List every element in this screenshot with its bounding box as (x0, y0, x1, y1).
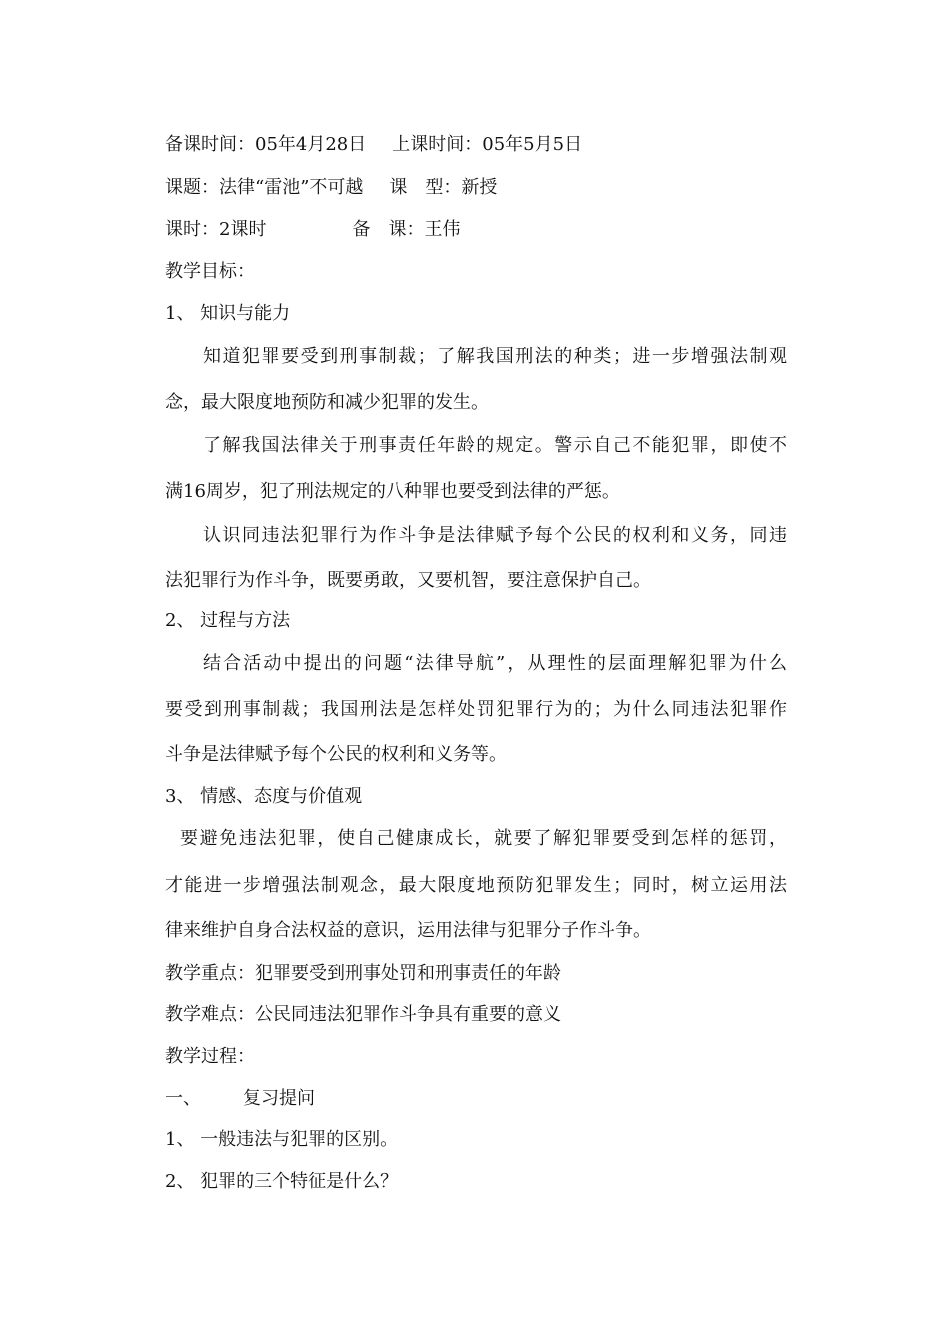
lesson-hours: 课时：2课时 (165, 219, 267, 240)
section-3-heading: 3、 情感、态度与价值观 (165, 786, 363, 807)
lesson-topic: 课题：法律“雷池”不可越 (165, 177, 364, 198)
prep-time: 备课时间：05年4月28日 (165, 134, 367, 155)
s1-p3-line2: 法犯罪行为作斗争，既要勇敢，又要机智，要注意保护自己。 (165, 570, 651, 591)
s1-p1-line1: 知道犯罪要受到刑事制裁；了解我国刑法的种类；进一步增强法制观 (203, 346, 787, 367)
step-1-number: 一、 (165, 1088, 201, 1109)
process-heading: 教学过程： (165, 1046, 255, 1067)
lesson-type: 课 型：新授 (389, 177, 498, 198)
section-1-heading: 1、 知识与能力 (165, 303, 291, 324)
s3-p1-line1: 要避免违法犯罪，使自己健康成长，就要了解犯罪要受到怎样的惩罚， (180, 828, 787, 849)
step-1-title: 复习提问 (243, 1088, 315, 1109)
objectives-heading: 教学目标： (165, 261, 255, 282)
s1-p1-line2: 念，最大限度地预防和减少犯罪的发生。 (165, 392, 489, 413)
s3-p1-line2: 才能进一步增强法制观念，最大限度地预防犯罪发生；同时，树立运用法 (165, 875, 787, 896)
s3-p1-line3: 律来维护自身合法权益的意识，运用法律与犯罪分子作斗争。 (165, 920, 651, 941)
header-time-row (165, 133, 582, 157)
question-2: 2、 犯罪的三个特征是什么？ (165, 1171, 399, 1192)
s1-p2-line1: 了解我国法律关于刑事责任年龄的规定。警示自己不能犯罪，即使不 (203, 435, 787, 456)
s2-p1-line2: 要受到刑事制裁；我国刑法是怎样处罚犯罪行为的；为什么同违法犯罪作 (165, 699, 787, 720)
key-point: 教学重点：犯罪要受到刑事处罚和刑事责任的年龄 (165, 963, 561, 984)
s1-p2-line2: 满16周岁，犯了刑法规定的八种罪也要受到法律的严惩。 (165, 481, 620, 502)
header-topic-row (165, 176, 497, 200)
process-step-1 (165, 1087, 315, 1111)
question-1: 1、 一般违法与犯罪的区别。 (165, 1129, 399, 1150)
s2-p1-line1: 结合活动中提出的问题“法律导航”，从理性的层面理解犯罪为什么 (203, 653, 787, 674)
s2-p1-line3: 斗争是法律赋予每个公民的权利和义务等。 (165, 744, 507, 765)
section-2-heading: 2、 过程与方法 (165, 610, 291, 631)
difficult-point: 教学难点：公民同违法犯罪作斗争具有重要的意义 (165, 1004, 561, 1025)
s1-p3-line1: 认识同违法犯罪行为作斗争是法律赋予每个公民的权利和义务，同违 (203, 525, 787, 546)
class-time: 上课时间：05年5月5日 (392, 134, 583, 155)
lesson-teacher: 备 课：王伟 (352, 219, 461, 240)
header-hours-row (165, 218, 460, 242)
